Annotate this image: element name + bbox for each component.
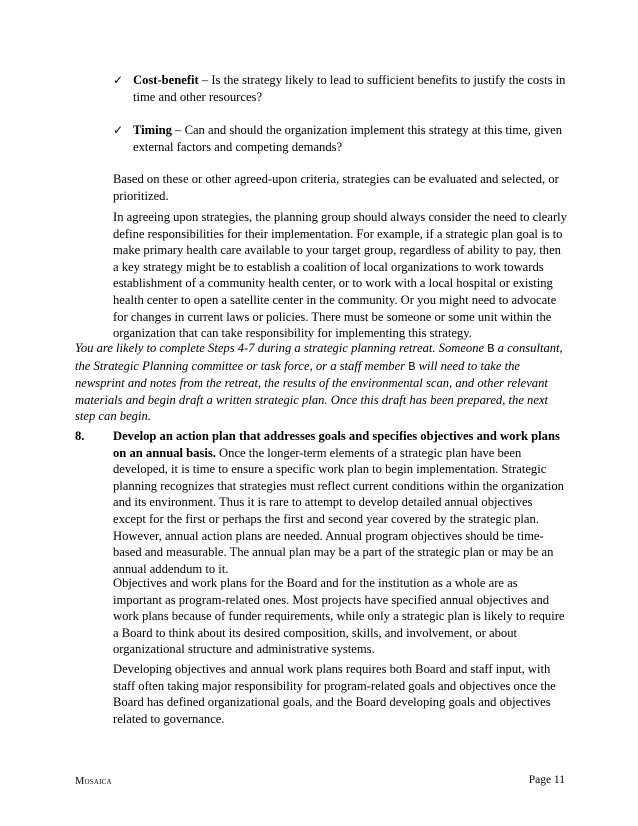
agreeing-paragraph: In agreeing upon strategies, the planning group should always consider the need to clearly define responsibilities for their implementation. For example, if a strategic plan goal is to make primary health care available to your target group, regardless of ability to pay, then a key strategy might be to establish a coalition of local organizations to work towards establishment of a community health center, or to work with a local hospital or existing health center to open a satellite center in the community. Or you might need to advocate for changes in current laws or policies. There must be someone or some unit within the organization that can take responsibility for implementing this strategy. (113, 210, 567, 341)
note-part-3: will need to take the newsprint and notes from the retreat, the results of the environmental scan, and other relevant materials and begin draft a written strategic plan. Once this draft has been prepared, the next step can begin. (75, 358, 549, 424)
page-number: Page 11 (528, 774, 565, 786)
note-glyph-2: B (408, 359, 416, 374)
retreat-note (75, 340, 567, 425)
checkmark-icon: ✓ (113, 123, 124, 137)
checkmark-icon: ✓ (113, 73, 124, 87)
step8-board-paragraph: Objectives and work plans for the Board and for the institution as a whole are as important as program-related ones. Most projects have specified annual objectives and work plans because of funder requirements, while only a strategic plan is likely to require a Board to think about its desired composition, skills, and involvement, or about organizational structure and administrative systems. (113, 576, 565, 657)
criteria-item-timing (113, 122, 568, 155)
criteria-title: Cost-benefit (133, 73, 199, 87)
step8-developing-paragraph: Developing objectives and annual work plans requires both Board and staff input, with staff often taking major responsibility for program-related goals and objectives once the Board has defined organizational goals, and the Board developing goals and objectives related to governance. (113, 662, 556, 726)
criteria-description: – Is the strategy likely to lead to sufficient benefits to justify the costs in time and other resources? (133, 73, 566, 104)
step8-intro-paragraph (113, 428, 568, 577)
criteria-text (133, 122, 568, 155)
footer-org-rest: osaica (84, 776, 112, 787)
step-number: 8. (75, 429, 85, 443)
footer-org-name (75, 774, 112, 791)
step-intro-text: Once the longer-term elements of a strategic plan have been developed, it is time to ensure a specific work plan to begin implementation. Strategic planning recognizes that strategies must reflect current conditions within the organization and its environment. Thus it is rare to attempt to develop detailed annual objectives except for the first or perhaps the first and second year covered by the strategic plan. However, annual action plans are needed. Annual program objectives should be time-based and measurable. The annual plan may be a part of the strategic plan or may be an annual addendum to it. (113, 445, 564, 576)
note-glyph-1: B (487, 342, 495, 356)
criteria-description: – Can and should the organization implement this strategy at this time, given external factors and competing demands? (133, 123, 563, 154)
selection-paragraph: Based on these or other agreed-upon criteria, strategies can be evaluated and selected, or prioritized. (113, 172, 559, 203)
criteria-item-cost-benefit (113, 72, 568, 105)
criteria-title: Timing (133, 123, 172, 137)
note-part-1: You are likely to complete Steps 4-7 during a strategic planning retreat. Someone (75, 341, 488, 355)
footer-org-initial: M (75, 776, 85, 787)
criteria-text (133, 72, 568, 105)
note-part-2: a consultant, the Strategic Planning committee or task force, or a staff member (75, 341, 563, 373)
step-title: Develop an action plan that addresses goals and specifies objectives and work plans on an annual basis. (113, 429, 560, 460)
